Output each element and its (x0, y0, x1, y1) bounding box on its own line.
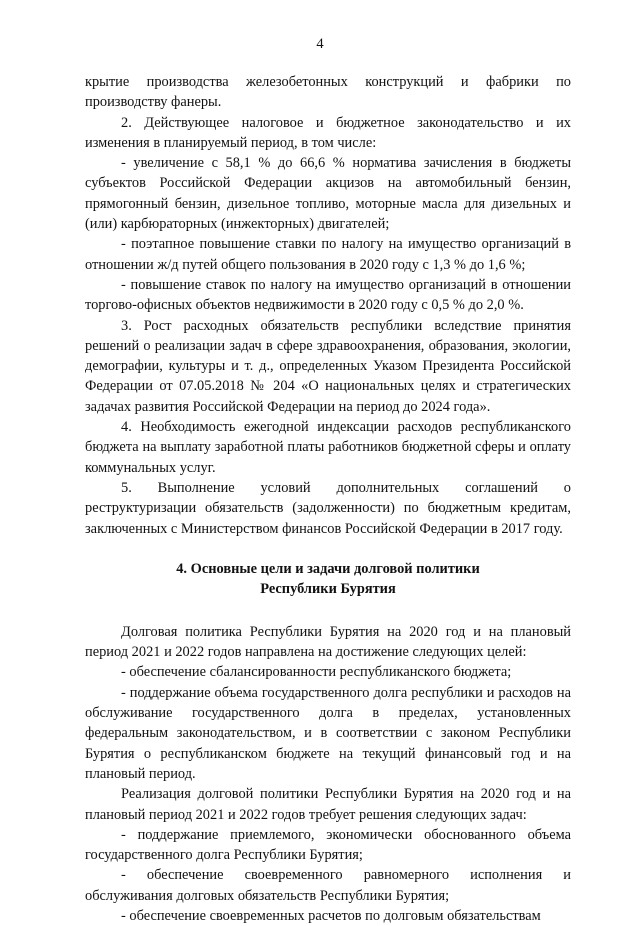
paragraph-debt-policy-goals: Долговая политика Республики Бурятия на 2020 год и на плановый период 2021 и 2022 годов направлена на достижение следующих целей: (85, 623, 571, 661)
section-heading (85, 559, 571, 600)
paragraph-item-3: 3. Рост расходных обязательств республики вследствие принятия решений о реализации задач в сфере здравоохранения, образования, экологии, демографии, культуры и т. д., определенных Указом Президента Российской Федерации от 07.05.2018 № 204 «О национальных целях и стратегических задачах развития Российской Федерации на период до 2024 года». (85, 317, 571, 415)
paragraph-item-2: 2. Действующее налоговое и бюджетное законодательство и их изменения в планируемый период, в том числе: (85, 114, 571, 151)
paragraph-continuation: крытие производства железобетонных конструкций и фабрики по производству фанеры. (85, 74, 571, 111)
paragraph-task-settlements: - обеспечение своевременных расчетов по долговым обязательствам (121, 907, 541, 924)
paragraph-debt-policy-tasks: Реализация долговой политики Республики Бурятия на 2020 год и на плановый период 2021 и 2022 годов требует решения следующих задач: (85, 786, 571, 823)
paragraph-task-servicing: - обеспечение своевременного равномерного исполнения и обслуживания долговых обязательств Республики Бурятия; (85, 867, 571, 904)
section-heading-line-1: 4. Основные цели и задачи долговой политики (176, 560, 480, 577)
paragraph-excise-increase: - увеличение с 58,1 % до 66,6 % норматива зачисления в бюджеты субъектов Российской Федерации акцизов на автомобильный бензин, прямогонный бензин, дизельное топливо, моторные масла для дизельных и (или) карбюраторных (инжекторных) двигателей; (85, 155, 571, 233)
paragraph-item-5: 5. Выполнение условий дополнительных соглашений о реструктуризации обязательств (задолженности) по бюджетным кредитам, заключенных с Министерством финансов Российской Федерации в 2017 году. (85, 479, 571, 537)
page-number: 4 (316, 36, 324, 52)
paragraph-task-debt-volume: - поддержание приемлемого, экономически обоснованного объема государственного долга Республики Бурятия; (85, 826, 571, 864)
paragraph-property-tax-offices: - повышение ставок по налогу на имущество организаций в отношении торгово-офисных объектов недвижимости в 2020 году с 0,5 % до 2,0 %. (85, 276, 571, 314)
paragraph-item-4: 4. Необходимость ежегодной индексации расходов республиканского бюджета на выплату заработной платы работников бюджетной сферы и оплату коммунальных услуг. (85, 419, 571, 476)
paragraph-property-tax-railways: - поэтапное повышение ставки по налогу на имущество организаций в отношении ж/д путей общего пользования в 2020 году с 1,3 % до 1,6 %; (85, 236, 571, 273)
paragraph-goal-debt-volume: - поддержание объема государственного долга республики и расходов на обслуживание государственного долга в пределах, установленных федеральным законодательством, и в соответствии с законом Республики Бурятия о республиканском бюджете на текущий финансовый год и на плановый период. (85, 684, 571, 782)
section-heading-line-2: Республики Бурятия (260, 581, 396, 598)
document-body (85, 72, 571, 926)
paragraph-goal-balance: - обеспечение сбалансированности республиканского бюджета; (121, 664, 512, 681)
